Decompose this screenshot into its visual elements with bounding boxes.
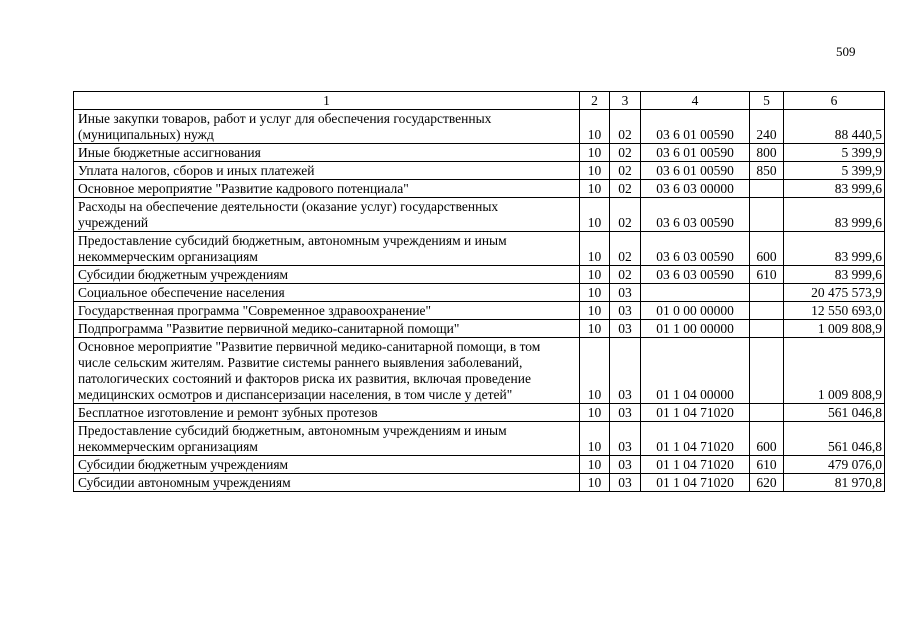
cell-chapter: 10 — [580, 422, 610, 456]
cell-name: Субсидии бюджетным учреждениям — [74, 266, 580, 284]
cell-target-article: 03 6 03 00000 — [641, 180, 750, 198]
cell-subsection: 02 — [610, 144, 641, 162]
cell-amount: 83 999,6 — [784, 266, 885, 284]
cell-chapter: 10 — [580, 456, 610, 474]
cell-name: Расходы на обеспечение деятельности (оказание услуг) государственных учреждений — [74, 198, 580, 232]
cell-name: Предоставление субсидий бюджетным, автономным учреждениям и иным некоммерческим организациям — [74, 422, 580, 456]
budget-table — [73, 91, 885, 492]
cell-name: Бесплатное изготовление и ремонт зубных протезов — [74, 404, 580, 422]
cell-amount: 83 999,6 — [784, 232, 885, 266]
table-row — [74, 338, 885, 404]
table-row — [74, 110, 885, 144]
cell-chapter: 10 — [580, 110, 610, 144]
cell-target-article: 01 1 04 71020 — [641, 422, 750, 456]
table-row — [74, 456, 885, 474]
table-body — [74, 110, 885, 492]
cell-expense-type: 800 — [750, 144, 784, 162]
cell-chapter: 10 — [580, 302, 610, 320]
cell-name: Предоставление субсидий бюджетным, автономным учреждениям и иным некоммерческим организациям — [74, 232, 580, 266]
cell-subsection: 02 — [610, 232, 641, 266]
cell-subsection: 03 — [610, 302, 641, 320]
cell-expense-type: 240 — [750, 110, 784, 144]
cell-name: Социальное обеспечение населения — [74, 284, 580, 302]
cell-amount: 83 999,6 — [784, 198, 885, 232]
cell-target-article: 01 1 04 00000 — [641, 338, 750, 404]
cell-chapter: 10 — [580, 474, 610, 492]
cell-expense-type — [750, 284, 784, 302]
cell-amount: 83 999,6 — [784, 180, 885, 198]
cell-chapter: 10 — [580, 162, 610, 180]
cell-expense-type — [750, 180, 784, 198]
cell-name: Уплата налогов, сборов и иных платежей — [74, 162, 580, 180]
cell-subsection: 02 — [610, 110, 641, 144]
cell-amount: 1 009 808,9 — [784, 320, 885, 338]
cell-amount: 88 440,5 — [784, 110, 885, 144]
cell-target-article: 03 6 03 00590 — [641, 232, 750, 266]
cell-chapter: 10 — [580, 338, 610, 404]
cell-name: Основное мероприятие "Развитие первичной медико-санитарной помощи, в том числе сельским жителям. Развитие системы раннего выявления заболеваний, патологических состояний и факторов риска их развития, включая проведение медицинских осмотров и диспансеризации населения, в том числе у детей" — [74, 338, 580, 404]
cell-name: Иные закупки товаров, работ и услуг для обеспечения государственных (муниципальных) нужд — [74, 110, 580, 144]
cell-target-article: 01 1 04 71020 — [641, 474, 750, 492]
column-header-4: 4 — [641, 92, 750, 110]
cell-target-article: 03 6 03 00590 — [641, 198, 750, 232]
column-header-1: 1 — [74, 92, 580, 110]
cell-amount: 12 550 693,0 — [784, 302, 885, 320]
cell-chapter: 10 — [580, 198, 610, 232]
cell-name: Иные бюджетные ассигнования — [74, 144, 580, 162]
cell-chapter: 10 — [580, 320, 610, 338]
cell-expense-type: 600 — [750, 232, 784, 266]
cell-subsection: 03 — [610, 474, 641, 492]
cell-name: Государственная программа "Современное здравоохранение" — [74, 302, 580, 320]
column-header-6: 6 — [784, 92, 885, 110]
table-row — [74, 144, 885, 162]
cell-expense-type — [750, 302, 784, 320]
cell-target-article: 03 6 03 00590 — [641, 266, 750, 284]
cell-subsection: 03 — [610, 284, 641, 302]
cell-chapter: 10 — [580, 144, 610, 162]
cell-amount: 561 046,8 — [784, 404, 885, 422]
column-header-2: 2 — [580, 92, 610, 110]
cell-target-article: 03 6 01 00590 — [641, 144, 750, 162]
table-row — [74, 284, 885, 302]
cell-subsection: 03 — [610, 456, 641, 474]
cell-amount: 5 399,9 — [784, 162, 885, 180]
cell-name: Субсидии автономным учреждениям — [74, 474, 580, 492]
cell-subsection: 03 — [610, 338, 641, 404]
cell-subsection: 02 — [610, 198, 641, 232]
cell-target-article: 01 1 04 71020 — [641, 404, 750, 422]
header-row — [74, 92, 885, 110]
cell-target-article: 01 1 00 00000 — [641, 320, 750, 338]
cell-amount: 20 475 573,9 — [784, 284, 885, 302]
cell-name: Основное мероприятие "Развитие кадрового потенциала" — [74, 180, 580, 198]
cell-subsection: 03 — [610, 422, 641, 456]
cell-target-article: 03 6 01 00590 — [641, 110, 750, 144]
cell-subsection: 02 — [610, 180, 641, 198]
column-header-3: 3 — [610, 92, 641, 110]
cell-amount: 479 076,0 — [784, 456, 885, 474]
cell-expense-type — [750, 320, 784, 338]
page-number: 509 — [836, 44, 856, 59]
cell-target-article: 01 1 04 71020 — [641, 456, 750, 474]
table-row — [74, 474, 885, 492]
cell-amount: 561 046,8 — [784, 422, 885, 456]
column-header-5: 5 — [750, 92, 784, 110]
cell-target-article: 03 6 01 00590 — [641, 162, 750, 180]
cell-amount: 1 009 808,9 — [784, 338, 885, 404]
table-row — [74, 404, 885, 422]
cell-expense-type — [750, 198, 784, 232]
cell-name: Субсидии бюджетным учреждениям — [74, 456, 580, 474]
table-row — [74, 198, 885, 232]
cell-subsection: 02 — [610, 266, 641, 284]
cell-chapter: 10 — [580, 232, 610, 266]
table-row — [74, 162, 885, 180]
cell-chapter: 10 — [580, 284, 610, 302]
cell-chapter: 10 — [580, 404, 610, 422]
cell-expense-type: 600 — [750, 422, 784, 456]
cell-subsection: 03 — [610, 404, 641, 422]
table-row — [74, 302, 885, 320]
cell-amount: 5 399,9 — [784, 144, 885, 162]
cell-target-article — [641, 284, 750, 302]
cell-chapter: 10 — [580, 180, 610, 198]
cell-amount: 81 970,8 — [784, 474, 885, 492]
table-row — [74, 422, 885, 456]
cell-chapter: 10 — [580, 266, 610, 284]
cell-target-article: 01 0 00 00000 — [641, 302, 750, 320]
table-row — [74, 232, 885, 266]
cell-expense-type: 850 — [750, 162, 784, 180]
cell-expense-type: 610 — [750, 456, 784, 474]
cell-expense-type: 620 — [750, 474, 784, 492]
cell-subsection: 03 — [610, 320, 641, 338]
cell-expense-type — [750, 404, 784, 422]
cell-subsection: 02 — [610, 162, 641, 180]
table-row — [74, 320, 885, 338]
table-row — [74, 180, 885, 198]
table-row — [74, 266, 885, 284]
cell-expense-type — [750, 338, 784, 404]
cell-name: Подпрограмма "Развитие первичной медико-санитарной помощи" — [74, 320, 580, 338]
cell-expense-type: 610 — [750, 266, 784, 284]
